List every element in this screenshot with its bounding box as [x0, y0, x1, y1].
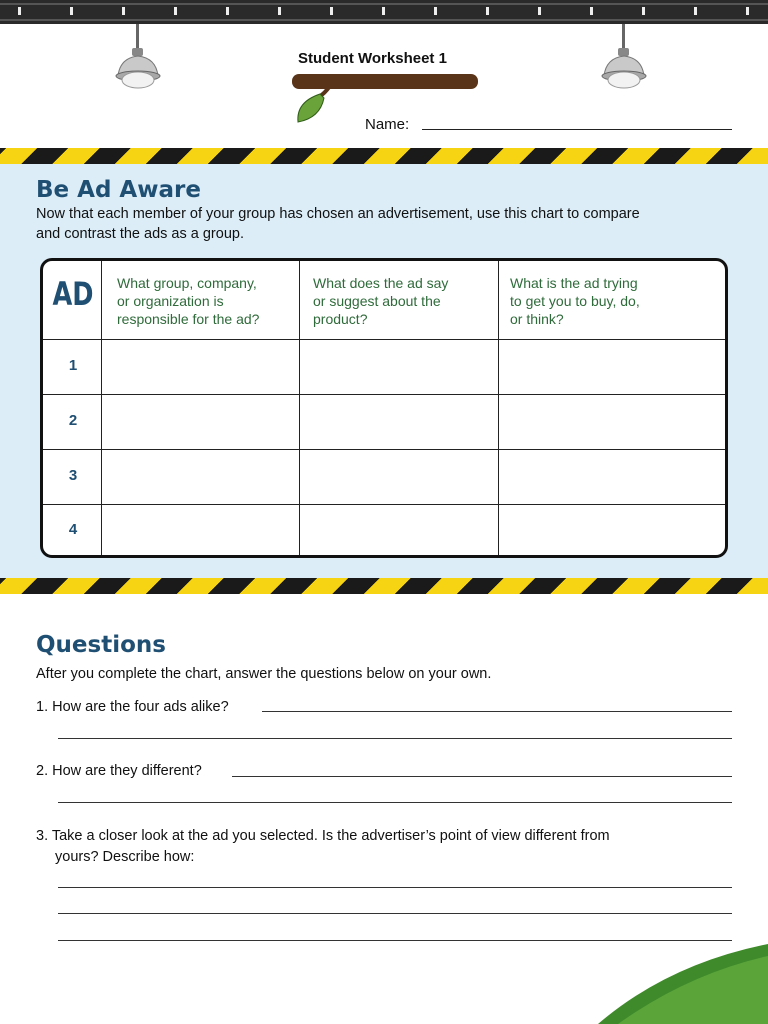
answer-line[interactable] — [58, 887, 732, 888]
row-number: 2 — [68, 412, 78, 429]
question-3-line-2: yours? Describe how: — [55, 849, 195, 865]
instructions-line-2: and contrast the ads as a group. — [36, 226, 244, 242]
green-hill-decoration — [598, 944, 768, 1024]
row-number: 1 — [68, 357, 78, 374]
chart-corner-label: AD — [52, 275, 94, 313]
comparison-chart — [40, 258, 728, 558]
name-label: Name: — [365, 116, 410, 133]
row-number: 4 — [68, 521, 78, 538]
question-3-line-1: 3. Take a closer look at the ad you selected. Is the advertiser’s point of view different from — [36, 828, 610, 844]
question-1: 1. How are the four ads alike? — [36, 699, 229, 715]
section-title-questions: Questions — [36, 632, 166, 658]
instructions-line-1: Now that each member of your group has chosen an advertisement, use this chart to compare — [36, 206, 640, 222]
hanging-lamp-icon — [594, 24, 654, 96]
answer-line[interactable] — [232, 776, 732, 777]
answer-line[interactable] — [58, 940, 732, 941]
row-number: 3 — [68, 467, 78, 484]
answer-line[interactable] — [262, 711, 732, 712]
worksheet-title: Student Worksheet 1 — [298, 50, 447, 67]
question-2: 2. How are they different? — [36, 763, 202, 779]
hanging-lamp-icon — [108, 24, 168, 96]
column-header-goal: What is the ad trying to get you to buy, do, or think? — [510, 275, 640, 327]
answer-line[interactable] — [58, 802, 732, 803]
column-header-message: What does the ad say or suggest about the product? — [313, 275, 449, 327]
answer-line[interactable] — [58, 738, 732, 739]
film-strip-border — [0, 0, 768, 24]
questions-intro: After you complete the chart, answer the questions below on your own. — [36, 666, 492, 682]
hazard-stripe-bottom — [0, 578, 768, 594]
section-title-be-ad-aware: Be Ad Aware — [36, 177, 201, 203]
answer-line[interactable] — [58, 913, 732, 914]
hazard-stripe-top — [0, 148, 768, 164]
column-header-group: What group, company, or organization is responsible for the ad? — [117, 275, 260, 327]
name-input-line[interactable] — [422, 129, 732, 130]
